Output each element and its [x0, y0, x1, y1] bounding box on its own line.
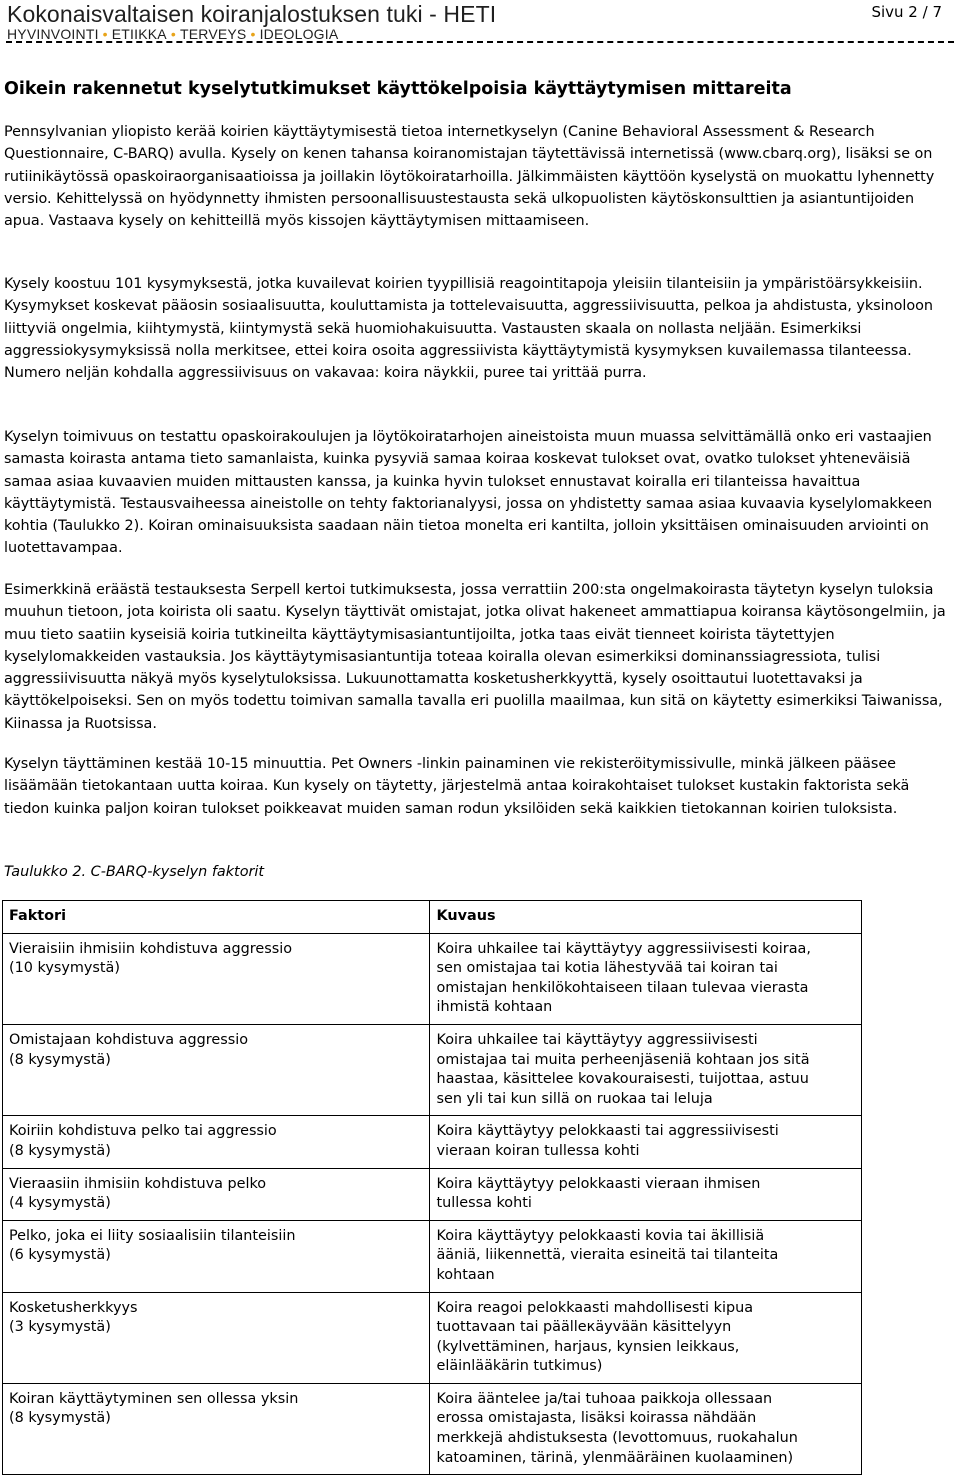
description-cell [430, 1220, 862, 1292]
description-text: merkkejä ahdistuksesta (levottomuus, ruokahalun [436, 1430, 798, 1447]
paragraph-5: Kyselyn täyttäminen kestää 10-15 minuuttia. Pet Owners -linkin painaminen vie rekisteröitymissivulle, minkä jälkeen pääsee lisäämään tietokantaan uutta koiraa. Kun kysely on täytetty, järjestelmä antaa koirakohtaiset tulokset kustakin faktorista sekä tiedon kuinka paljon koiran tulokset poikkeavat muiden saman rodun yksilöiden sekä kaikkien tietokannan koirien tuloksista. [4, 756, 910, 817]
description-text: vieraan koiran tullessa kohti [436, 1142, 640, 1159]
factor-cell [3, 1383, 430, 1474]
description-cell [430, 1024, 862, 1115]
description-cell [430, 1292, 862, 1383]
page-header [0, 0, 960, 50]
description-text: omistajaa tai muita perheenjäseniä kohtaan jos sitä [436, 1051, 810, 1068]
factor-cell [3, 1168, 430, 1220]
table-caption: Taulukko 2. C-BARQ-kyselyn faktorit [4, 864, 265, 880]
description-text: Koira käyttäytyy pelokkaasti kovia tai äkillisiä [436, 1227, 765, 1244]
description-text: tuottavaan tai päälleкäyvään käsittelyyn [436, 1319, 732, 1336]
table-row [3, 1116, 862, 1168]
column-header-factor: Faktori [3, 901, 430, 934]
description-text: Koira käyttäytyy pelokkaasti tai aggressiivisesti [436, 1123, 779, 1140]
factor-text: Pelko, joka ei liity sosiaalisiin tilanteisiin [9, 1227, 296, 1244]
factor-text: (8 kysymystä) [9, 1142, 111, 1159]
factor-text: (8 kysymystä) [9, 1410, 111, 1427]
factors-table [2, 900, 862, 1475]
description-text: erossa omistajasta, lisäksi koirassa nähdään [436, 1410, 757, 1427]
description-text: eläinlääkärin tutkimus) [436, 1358, 603, 1375]
factor-cell [3, 1292, 430, 1383]
factor-text: (3 kysymystä) [9, 1319, 111, 1336]
bullet-icon: • [250, 26, 256, 42]
description-cell [430, 1168, 862, 1220]
description-text: tullessa kohti [436, 1195, 532, 1212]
bullet-icon: • [102, 26, 108, 42]
description-cell [430, 1383, 862, 1474]
paragraph-3: Kyselyn toimivuus on testattu opaskoirakoulujen ja löytökoiratarhojen aineistoista muun muassa selvittämällä onko eri vastaajien samasta koirasta antama tieto samanlaista, kuinka pysyviä samaa koiraa koskevat tulokset ovat, ovatko tulokset yhteneväisiä samaa asiaa kuvaavien muiden mittausten kanssa, ja kuinka hyvin tulokset ennustavat koiralla eri tilanteissa havaittua käyttäytymistä. Testausvaiheessa aineistolle on tehty faktorianalyysi, jossa on yhdistetty samaa asiaa kuvaavia kyselylomakkeen kohtia (Taulukko 2). Koiran ominaisuuksista saadaan näin tietoa monelta eri kantilta, jolloin yksittäisen ominaisuuden arviointi on luotettavampaa. [4, 429, 933, 557]
page-number: Sivu 2 / 7 [871, 3, 942, 21]
description-text: Koira uhkailee tai käyttäytyy aggressiivisesti [436, 1031, 758, 1048]
factor-text: (10 kysymystä) [9, 960, 120, 977]
description-text: Koira uhkailee tai käyttäytyy aggressiivisesti koiraa, [436, 940, 811, 957]
description-text: sen omistajaa tai kotia lähestyvää tai koiran tai [436, 960, 778, 977]
article-heading: Oikein rakennetut kyselytutkimukset käyttökelpoisia käyttäytymisen mittareita [4, 79, 792, 99]
factor-cell [3, 933, 430, 1024]
table-row [3, 1024, 862, 1115]
description-cell [430, 1116, 862, 1168]
description-text: omistajan henkilökohtaiseen tilaan tulevaa vierasta [436, 979, 809, 996]
paragraph-2: Kysely koostuu 101 kysymyksestä, jotka kuvailevat koirien tyypillisiä reagointitapoja yleisiin tilanteisiin ja ympäristöärsykkeisiin. Kysymykset koskevat pääosin sosiaalisuutta, kouluttamista ja tottelevaisuutta, aggressiivisuutta, pelkoa ja ahdistusta, yksinoloon liittyviä ongelmia, kiihtymystä, kiintymystä sekä huomiohakuisuutta. Vastausten skaala on nollasta neljään. Esimerkiksi aggressiokysymyksissä nolla merkitsee, ettei koira osoita aggressiivista käyttäytymistä kysymyksen kuvailemassa tilanteessa. Numero neljän kohdalla aggressiivisuus on vakavaa: koira näykkii, puree tai yrittää purra. [4, 276, 933, 382]
table-row [3, 1168, 862, 1220]
tag-etiikka: ETIIKKA [111, 26, 167, 42]
description-text: kohtaan [436, 1266, 495, 1283]
tag-terveys: TERVEYS [179, 26, 247, 42]
article-heading-container [4, 76, 952, 102]
column-header-description: Kuvaus [430, 901, 862, 934]
table-body [3, 933, 862, 1475]
table-row [3, 933, 862, 1024]
factor-cell [3, 1220, 430, 1292]
description-text: (kylvettäminen, harjaus, kynsien leikkaus, [436, 1338, 740, 1355]
factor-text: Kosketusherkkyys [9, 1299, 138, 1316]
factor-text: (6 kysymystä) [9, 1247, 111, 1264]
description-text: Koira ääntelee ja/tai tuhoaa paikkoja ollessaan [436, 1390, 773, 1407]
description-cell [430, 933, 862, 1024]
header-divider [6, 41, 954, 43]
brand-tagline [7, 26, 338, 42]
factor-text: Vieraasiin ihmisiin kohdistuva pelko [9, 1175, 267, 1192]
brand-title: Kokonaisvaltaisen koiranjalostuksen tuki - HETI [7, 1, 497, 27]
description-text: ääniä, liikennettä, vieraita esineitä tai tilanteita [436, 1247, 779, 1264]
factor-text: Omistajaan kohdistuva aggressio [9, 1031, 249, 1048]
description-text: ihmistä kohtaan [436, 999, 553, 1016]
paragraph-4: Esimerkkinä eräästä testauksesta Serpell kertoi tutkimuksesta, jossa verrattiin 200:sta ongelmakoirasta täytetyn kyselyn tuloksia muuhun tietoon, jota koirista oli saatu. Kyselyn täyttivät omistajat, jotka olivat hakeneet ammattiapua koiransa käytösongelmiin, ja muu tieto saatiin kyseisiä koiria tutkineilta käyttäytymisasiantuntijoilta, jotka taas eivät tienneet koirista täytettyjen kyselylomakkeiden vastauksia. Jos käyttäytymisasiantuntija toteaa koiralla olevan esimerkiksi dominanssiagressiota, tulisi aggressiivisuutta näkyä myös kyselytuloksissa. Lukuunottamatta kosketusherkkyyttä, kysely osoittautui luotettavaksi ja käyttökelpoiseksi. Sen on myös todettu toimivan samalla tavalla eri puolilla maailmaa, kun sitä on käytetty esimerkiksi Taiwanissa, Kiinassa ja Ruotsissa. [4, 582, 946, 732]
factor-cell [3, 1024, 430, 1115]
table-row [3, 1292, 862, 1383]
tag-hyvinvointi: HYVINVOINTI [7, 26, 99, 42]
description-text: haastaa, käsittelee kovakouraisesti, tuijottaa, astuu [436, 1071, 809, 1088]
description-text: sen yli tai kun sillä on ruokaa tai leluja [436, 1090, 713, 1107]
factor-text: Koiriin kohdistuva pelko tai aggressio [9, 1123, 277, 1140]
paragraph-1: Pennsylvanian yliopisto kerää koirien käyttäytymisestä tietoa internetkyselyn (Canine Behavioral Assessment & Research Questionnaire, C-BARQ) avulla. Kysely on kenen tahansa koiranomistajan täytettävissä internetissä (www.cbarq.org), lisäksi se on rutiinikäytössä opaskoiraorganisaatioissa ja joillakin löytökoiratarhoilla. Jälkimmäisten käyttöön kyselystä on muokattu lyhennetty versio. Kehittelyssä on hyödynnetty ihmisten persoonallisuustestausta sekä ulkopuolisten käytöskonsulttien ja asiantuntijoiden apua. Vastaava kysely on kehitteillä myös kissojen käyttäytymisen mittaamiseen. [4, 124, 935, 230]
factor-text: Vieraisiin ihmisiin kohdistuva aggressio [9, 940, 293, 957]
table-row [3, 1383, 862, 1474]
tag-ideologia: IDEOLOGIA [259, 26, 339, 42]
table-header-row [3, 901, 862, 934]
description-text: Koira reagoi pelokkaasti mahdollisesti kipua [436, 1299, 754, 1316]
factor-cell [3, 1116, 430, 1168]
factor-text: Koiran käyttäytyminen sen ollessa yksin [9, 1390, 299, 1407]
factor-text: (4 kysymystä) [9, 1195, 111, 1212]
description-text: Koira käyttäytyy pelokkaasti vieraan ihmisen [436, 1175, 761, 1192]
table-row [3, 1220, 862, 1292]
factor-text: (8 kysymystä) [9, 1051, 111, 1068]
bullet-icon: • [170, 26, 176, 42]
description-text: katoaminen, tärinä, ylenmääräinen kuolaaminen) [436, 1449, 794, 1466]
